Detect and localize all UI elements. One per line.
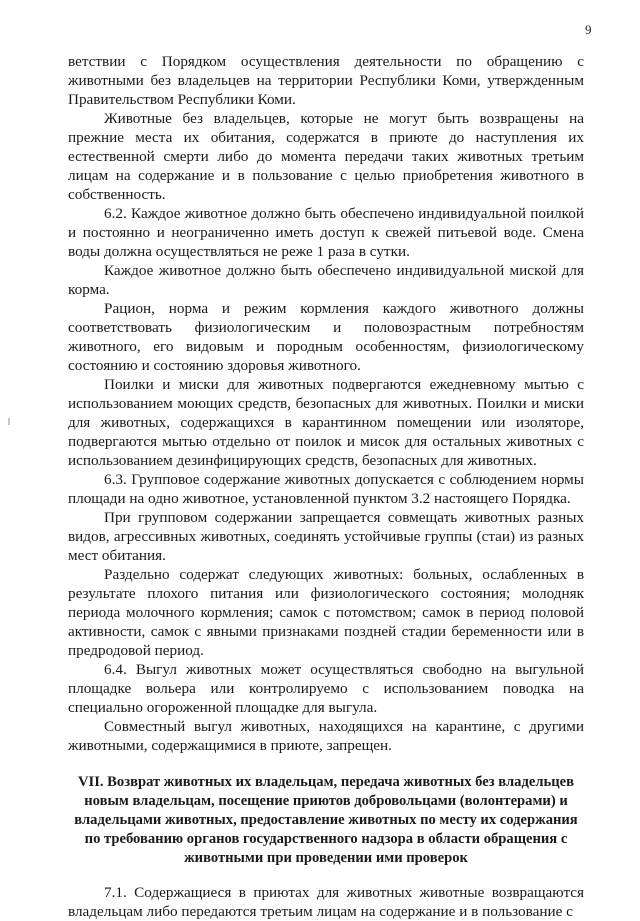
paragraph: 6.3. Групповое содержание животных допускается с соблюдением нормы площади на одно животное, установленной пунктом 3.2 настоящего Порядка. [68,471,584,507]
paragraph: 7.1. Содержащиеся в приютах для животных животные возвращаются владельцам либо передаются третьим лицам на содержание и в пользование с [68,884,584,920]
paragraph: Раздельно содержат следующих животных: больных, ослабленных в результате плохого питания или физиологического состояния; молодняк периода молочного кормления; самок с потомством; самок в период половой активности, самок с явными признаками поздней стадии беременности или в предродовой период. [68,566,584,659]
paragraph: Каждое животное должно быть обеспечено индивидуальной миской для корма. [68,262,584,298]
paragraph: Животные без владельцев, которые не могут быть возвращены на прежние места их обитания, содержатся в приюте до наступления их естественной смерти либо до момента передачи таких животных третьим лицам на содержание и в пользование с целью приобретения животного в собственность. [68,110,584,203]
paragraph: При групповом содержании запрещается совмещать животных разных видов, агрессивных животных, соединять устойчивые группы (стаи) из разных мест обитания. [68,509,584,564]
page-number: 9 [585,22,592,37]
paragraph: 6.2. Каждое животное должно быть обеспечено индивидуальной поилкой и постоянно и неограниченно иметь доступ к свежей питьевой воде. Смена воды должна осуществляться не реже 1 раза в сутки. [68,205,584,260]
paragraph: 6.4. Выгул животных может осуществляться свободно на выгульной площадке вольера или контролируемо с использованием поводка на специально огороженной площадке для выгула. [68,661,584,716]
section-spacer [68,868,584,883]
paragraph: Совместный выгул животных, находящихся на карантине, с другими животными, содержащимися в приюте, запрещен. [68,718,584,754]
document-body [68,52,584,921]
scan-margin-mark [8,418,10,425]
paragraph: ветствии с Порядком осуществления деятельности по обращению с животными без владельцев на территории Республики Коми, утвержденным Правительством Республики Коми. [68,53,584,108]
paragraph: Поилки и миски для животных подвергаются ежедневному мытью с использованием моющих средств, безопасных для животных. Поилки и миски для животных, содержащихся в карантинном помещении или изоляторе, подвергаются мытью отдельно от поилок и мисок для остальных животных с использованием дезинфицирующих средств, безопасных для животных. [68,376,584,469]
section-heading: VII. Возврат животных их владельцам, передача животных без владельцев новым владельцам, посещение приютов добровольцами (волонтерами) и владельцами животных, предоставление животных по месту их содержания по требованию органов государственного надзора в области обращения с животными при проведении ими проверок [74,774,578,866]
paragraph: Рацион, норма и режим кормления каждого животного должны соответствовать физиологическим и половозрастным потребностям животного, его видовым и породным особенностям, физиологическому состоянию и состоянию здоровья животного. [68,300,584,374]
